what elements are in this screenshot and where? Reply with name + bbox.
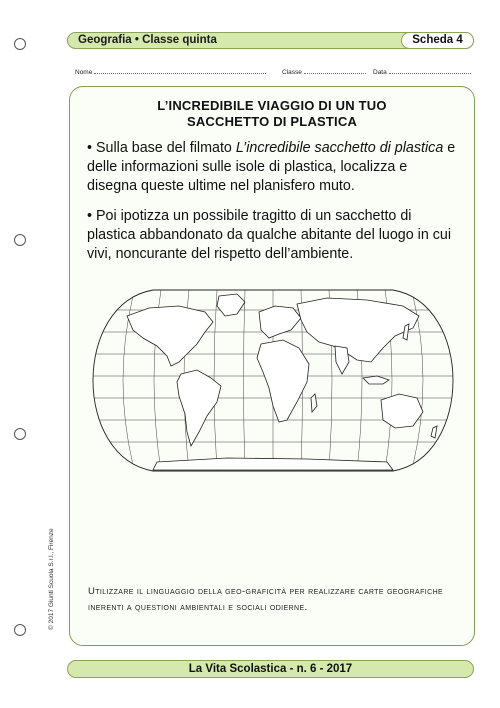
binder-hole-1 xyxy=(14,38,26,50)
film-title: L’incredibile sacchetto di plastica xyxy=(235,140,444,156)
instruction-1-text-start: • Sulla base del filmato xyxy=(87,140,236,156)
instruction-1 xyxy=(87,139,459,196)
date-blank xyxy=(389,67,471,74)
binder-hole-4 xyxy=(14,624,26,636)
instruction-1-text-end: e delle informazioni sulle isole di plastica, localizza e disegna queste ultime nel planisfero muto. xyxy=(87,140,456,194)
sheet-number-tab: Scheda 4 xyxy=(401,32,474,49)
copyright-credit: © 2017 Giunti Scuola S.r.l., Firenze xyxy=(48,528,55,630)
name-field xyxy=(75,67,266,76)
name-label: Nome xyxy=(75,69,93,76)
date-label: Data xyxy=(373,69,387,76)
curriculum-goal-note: Utilizzare il linguaggio della geo-graficità per realizzare carte geografiche inerenti a questioni ambientali e sociali odierne. xyxy=(88,586,444,613)
name-blank xyxy=(94,67,266,74)
world-map-outline xyxy=(87,282,459,479)
subject-label: Geografia • Classe quinta xyxy=(78,34,217,46)
class-field xyxy=(282,67,366,76)
footer-bar: La Vita Scolastica - n. 6 - 2017 xyxy=(67,660,474,678)
binder-hole-2 xyxy=(14,234,26,246)
class-label: Classe xyxy=(282,69,302,76)
class-blank xyxy=(304,67,366,74)
header-bar xyxy=(67,32,474,49)
date-field xyxy=(373,67,471,76)
world-map-icon xyxy=(87,282,459,479)
instruction-2: • Poi ipotizza un possibile tragitto di un sacchetto di plastica abbandonato da qualche abitante del luogo in cui vivi, noncurante del rispetto dell’ambiente. xyxy=(87,208,452,262)
binder-hole-3 xyxy=(14,428,26,440)
exercise-title-line2: SACCHETTO DI PLASTICA xyxy=(186,114,358,129)
exercise-title-line1: L’INCREDIBILE VIAGGIO DI UN TUO xyxy=(157,98,387,113)
exercise-frame xyxy=(69,86,475,646)
